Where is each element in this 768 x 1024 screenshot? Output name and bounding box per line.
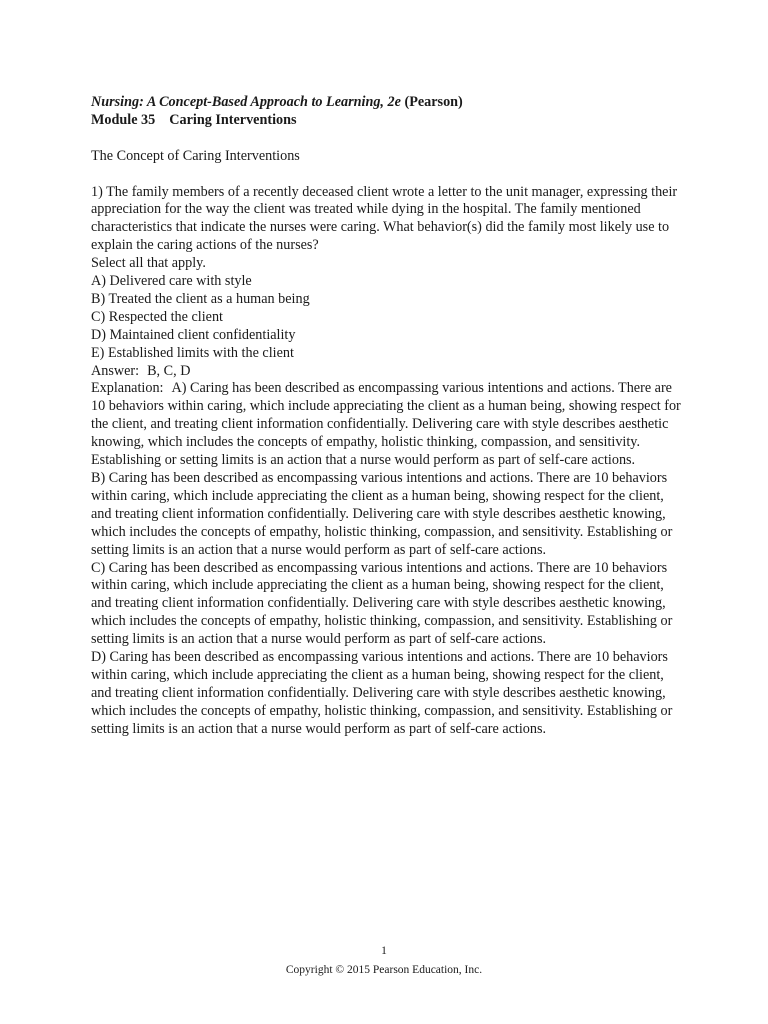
explanation-b: B) Caring has been described as encompassing various intentions and actions. There are 10 behaviors within caring, which include appreciating the client as a human being, showing respect for the client, and treating client information confidentially. Delivering care with style describes aesthetic knowing, which includes the concepts of empathy, holistic thinking, compassion, and sensitivity. Establishing or setting limits is an action that a nurse would perform as part of self-care actions. [91, 470, 673, 558]
explanation-d: D) Caring has been described as encompassing various intentions and actions. There are 10 behaviors within caring, which include appreciating the client as a human being, showing respect for the client, and treating client information confidentially. Delivering care with style describes aesthetic knowing, which includes the concepts of empathy, holistic thinking, compassion, and sensitivity. Establishing or setting limits is an action that a nurse would perform as part of self-care actions. [91, 649, 673, 737]
option-a: A) Delivered care with style [91, 273, 252, 290]
answer-value: B, C, D [147, 362, 191, 379]
question-instruction: Select all that apply. [91, 255, 206, 272]
answer-line [91, 363, 681, 381]
page-content [91, 94, 681, 739]
question-block [91, 184, 681, 739]
module-heading [91, 112, 681, 130]
explanation-a-text: A) Caring has been described as encompassing various intentions and actions. There are 10 behaviors within caring, which include appreciating the client as a human being, showing respect for the client, and treating client information confidentially. Delivering care with style describes aesthetic knowing, which includes the concepts of empathy, holistic thinking, compassion, and sensitivity. Establishing or setting limits is an action that a nurse would perform as part of self-care actions. [91, 380, 681, 469]
explanation-a [91, 380, 681, 470]
answer-label: Answer: [91, 362, 140, 379]
module-number: Module 35 [91, 111, 156, 128]
option-e: E) Established limits with the client [91, 344, 294, 361]
page-number: 1 [381, 945, 387, 957]
section-title: The Concept of Caring Interventions [91, 147, 300, 164]
book-title: Nursing: A Concept-Based Approach to Learning, 2e [91, 94, 401, 110]
copyright-notice: Copyright © 2015 Pearson Education, Inc. [285, 964, 483, 976]
explanation-label: Explanation: [91, 380, 164, 397]
module-name: Caring Interventions [169, 111, 297, 128]
book-title-line [91, 94, 681, 112]
option-d: D) Maintained client confidentiality [91, 326, 296, 343]
option-c: C) Respected the client [91, 308, 223, 325]
question-stem: 1) The family members of a recently deceased client wrote a letter to the unit manager, expressing their appreciation for the way the client was treated while dying in the hospital. The family mentioned characteristics that indicate the nurses were caring. What behavior(s) did the family most likely use to explain the caring actions of the nurses? [91, 183, 678, 254]
explanation-c: C) Caring has been described as encompassing various intentions and actions. There are 10 behaviors within caring, which include appreciating the client as a human being, showing respect for the client, and treating client information confidentially. Delivering care with style describes aesthetic knowing, which includes the concepts of empathy, holistic thinking, compassion, and sensitivity. Establishing or setting limits is an action that a nurse would perform as part of self-care actions. [91, 559, 673, 648]
option-b: B) Treated the client as a human being [91, 290, 310, 307]
publisher: (Pearson) [404, 94, 463, 110]
